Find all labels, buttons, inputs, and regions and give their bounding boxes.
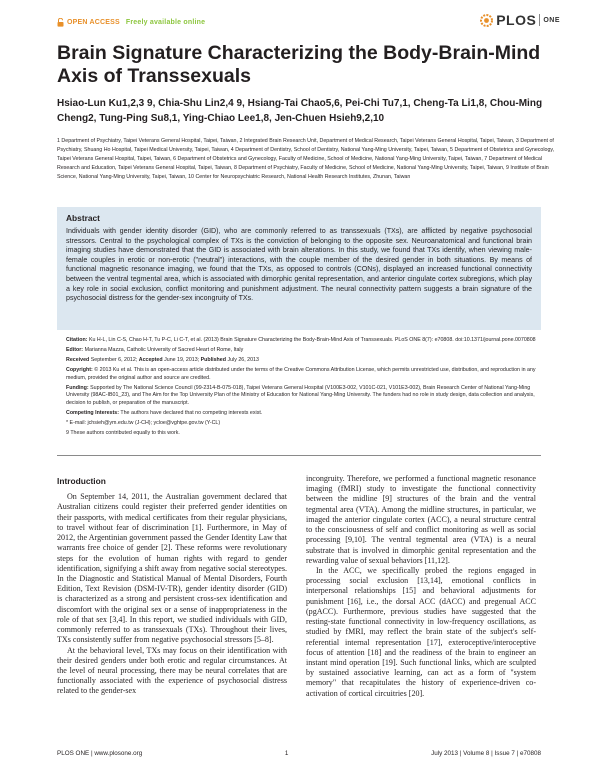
funding-text: Supported by The National Science Council (99-2314-B-075-018), Taipei Veterans General Hospital (V100E3-002, V101C-021, V101E3-002), Brain Research Center of National Yang-Ming University (98AC-IB01_23), and The Aim for the Top University Plan of the Ministry of Education for National Yang-Ming University. The funders had no role in study design, data collection and analysis, decision to publish, or preparation of the manuscript. — [66, 384, 535, 406]
received-date: September 6, 2012; — [90, 356, 138, 363]
free-available-label: Freely available online — [125, 19, 206, 26]
editor-text: Marianna Mazza, Catholic University of Sacred Heart of Rome, Italy — [84, 346, 244, 353]
plos-gear-icon — [480, 14, 493, 27]
published-label: Published — [200, 356, 226, 363]
affiliations: 1 Department of Psychiatry, Taipei Veterans General Hospital, Taipei, Taiwan, 2 Integrated Brain Research Unit, Department of Medical Research, Taipei Veterans General Hospital, Taipei, Taiwan, 3 Department of Psychiatry, Shuang Ho Hospital, Taipei Medical University, Taipei, Taiwan, 4 Department of Dentistry, School of Dentistry, National Yang-Ming University, Taipei, Taiwan, 5 Department of Obstetrics and Gynecology, Taipei Veterans General Hospital, Taipei, Taiwan, 6 Department of Obstetrics and Gynecology, Faculty of Medicine, School of Medicine, National Yang-Ming University, Taipei, Taiwan, 7 Department of Medical Research and Education, Taipei Veterans General Hospital, Taipei, Taiwan, 8 Department of Psychiatry, Faculty of Medicine, School of Medicine, National Yang-Ming University, Taipei, Taiwan, 9 Institute of Brain Science, National Yang-Ming University, Taipei, Taiwan, 10 Center for Neuropsychiatric Research, National Health Research Institutes, Zhunan, Taiwan — [57, 138, 555, 181]
intro-paragraph-1: On September 14, 2011, the Australian government declared that Australian citizens could register their preferred gender identities on their passports, with medical certificates from their regular physicians, to travel without fear of discrimination [1]. Furthermore, in May of 2012, the Argentinian government passed the Gender Identity Law that warrants free choice of gender [2]. These reforms were revolutionary steps for the evolution of human rights with regard to gender identification, signifying a shift away from negative social stereotypes. In the Diagnostic and Statistical Manual of Mental Disorders, Fourth Edition, Text Revision (DSM-IV-TR), gender identity disorder (GID) is characterized as a strong and persistent cross-sex identification and discomfort with the original sex or a sense of inappropriateness in the role of that sex [3,4]. In this report, we studied individuals with GID, commonly referred to as transsexuals (TXs). Throughout their lives, TXs consistently suffer from negative psychosocial stressors [5–8]. — [57, 492, 287, 645]
published-date: July 26, 2013 — [227, 356, 259, 363]
competing-label: Competing Interests: — [66, 409, 119, 416]
equal-contribution-line: 9 These authors contributed equally to this work. — [66, 429, 180, 436]
abstract-box — [57, 207, 541, 330]
footer-issue: July 2013 | Volume 8 | Issue 7 | e70808 — [431, 750, 541, 757]
open-access-badge — [57, 18, 205, 27]
footer-page-number: 1 — [284, 750, 289, 757]
accepted-label: Accepted — [138, 356, 163, 363]
copyright-text: © 2013 Ku et al. This is an open-access article distributed under the terms of the Creative Commons Attribution License, which permits unrestricted use, distribution, and reproduction in any medium, provided the original author and source are credited. — [66, 366, 536, 381]
citation-line — [66, 337, 536, 345]
dates-line — [66, 357, 536, 365]
article-metadata — [66, 337, 536, 440]
accepted-date: June 19, 2013; — [164, 356, 200, 363]
page-footer — [57, 750, 541, 757]
plos-one-logo — [480, 12, 560, 28]
received-label: Received — [66, 356, 90, 363]
citation-text: Ku H-L, Lin C-S, Chao H-T, Tu P-C, Li C-T, et al. (2013) Brain Signature Characterizing the Body-Brain-Mind Axis of Transsexuals. PLoS ONE 8(7): e70808. doi:10.1371/journal.pone.0070808 — [88, 337, 536, 343]
open-lock-icon — [57, 18, 64, 27]
intro-paragraph-2: At the behavioral level, TXs may focus on their identification with their desired genders under both erotic and regular circumstances. At the level of neural processing, there may be neural correlates that are functionally associated with the experience of psychosocial distress related to the gender-sex — [57, 645, 287, 696]
copyright-line — [66, 367, 536, 382]
editor-line — [66, 347, 536, 355]
author-list: Hsiao-Lun Ku1,2,3 9, Chia-Shu Lin2,4 9, Hsiang-Tai Chao5,6, Pei-Chi Tu7,1, Cheng-Ta Li1,8, Chou-Ming Cheng2, Tung-Ping Su8,1, Ying-Chiao Lee1,8, Jen-Chuen Hsieh9,2,10 — [57, 98, 543, 124]
introduction-heading: Introduction — [57, 476, 106, 486]
logo-one-text: ONE — [543, 16, 560, 24]
funding-label: Funding: — [66, 384, 89, 391]
email-line: * E-mail: jchsieh@ym.edu.tw (J-CH); ycloe@vghtpe.gov.tw (Y-CL) — [66, 419, 221, 426]
citation-label: Citation: — [66, 337, 88, 343]
abstract-text: Individuals with gender identity disorder (GID), who are commonly referred to as transsexuals (TXs), are afflicted by negative psychosocial stressors. Central to the psychological complex of TXs is the conviction of belonging to the opposite sex. Neuroanatomical and functional brain imaging studies have demonstrated that the GID is associated with brain alterations. In this study, we found that TXs identify, when viewing male-female couples in erotic or non-erotic ("neutral") interactions, with the couple member of the desired gender in both situations. By means of functional magnetic resonance imaging, we found that the TXs, as opposed to controls (CONs), displayed an increased functional connectivity between the ventral tegmental area, which is associated with dimorphic genital representation, and anterior cingulate cortex subregions, which play a key role in social exclusion, conflict monitoring and punishment adjustment. The neural connectivity pattern suggests a brain signature of the psychosocial distress for the gender-sex incongruity of TXs. — [66, 227, 532, 303]
left-column — [57, 476, 287, 697]
article-title: Brain Signature Characterizing the Body-Brain-Mind Axis of Transsexuals — [57, 42, 541, 87]
section-divider — [57, 455, 541, 456]
logo-plos-text: PLOS — [496, 12, 537, 28]
copyright-label: Copyright: — [66, 366, 93, 373]
intro-paragraph-4: In the ACC, we specifically probed the regions engaged in processing social exclusion [13,14], emotional conflicts in interpersonal relationships [15] and behavioral adjustments for punishment [16], i.e., the dorsal ACC (dACC) and pregenual ACC (pgACC). Furthermore, previous studies have suggested that the resting-state functional connectivity in low-frequency oscillations, as studied by fMRI, may reflect the brain state of the subject's self-referential internal representation [17], exteroceptive/interoceptive focus of attention [18] and the readiness of the brain to engineer an instant mind operation [19]. Such functional links, which are sculpted by sustained associative learning, can act as a form of "system memory" that recapitulates the history of experience-driven co-activation of cortical circuitries [20]. — [306, 565, 536, 698]
footer-journal: PLOS ONE | www.plosone.org — [57, 750, 143, 757]
intro-paragraph-3: incongruity. Therefore, we performed a functional magnetic resonance imaging (fMRI) study to investigate the functional connectivity between the midline [9] structures of the brain and the ventral tegmental area (VTA). Among the midline structures, in particular, we imaged the anterior cingulate cortex (ACC), a neural structure central to the consciousness of self and conflict monitoring as well as social processing [9,10]. The ventral tegmental area (VTA) is a neural substrate that is involved in dimorphic genital representation and the rewarding value of sexual behaviors [11,12]. — [306, 474, 536, 565]
logo-divider — [539, 14, 540, 26]
abstract-heading: Abstract — [66, 213, 100, 223]
open-access-label: OPEN ACCESS — [67, 19, 120, 26]
competing-line — [66, 410, 536, 418]
right-column — [306, 474, 536, 699]
competing-text: The authors have declared that no competing interests exist. — [120, 409, 263, 416]
funding-line — [66, 385, 536, 408]
editor-label: Editor: — [66, 346, 84, 353]
